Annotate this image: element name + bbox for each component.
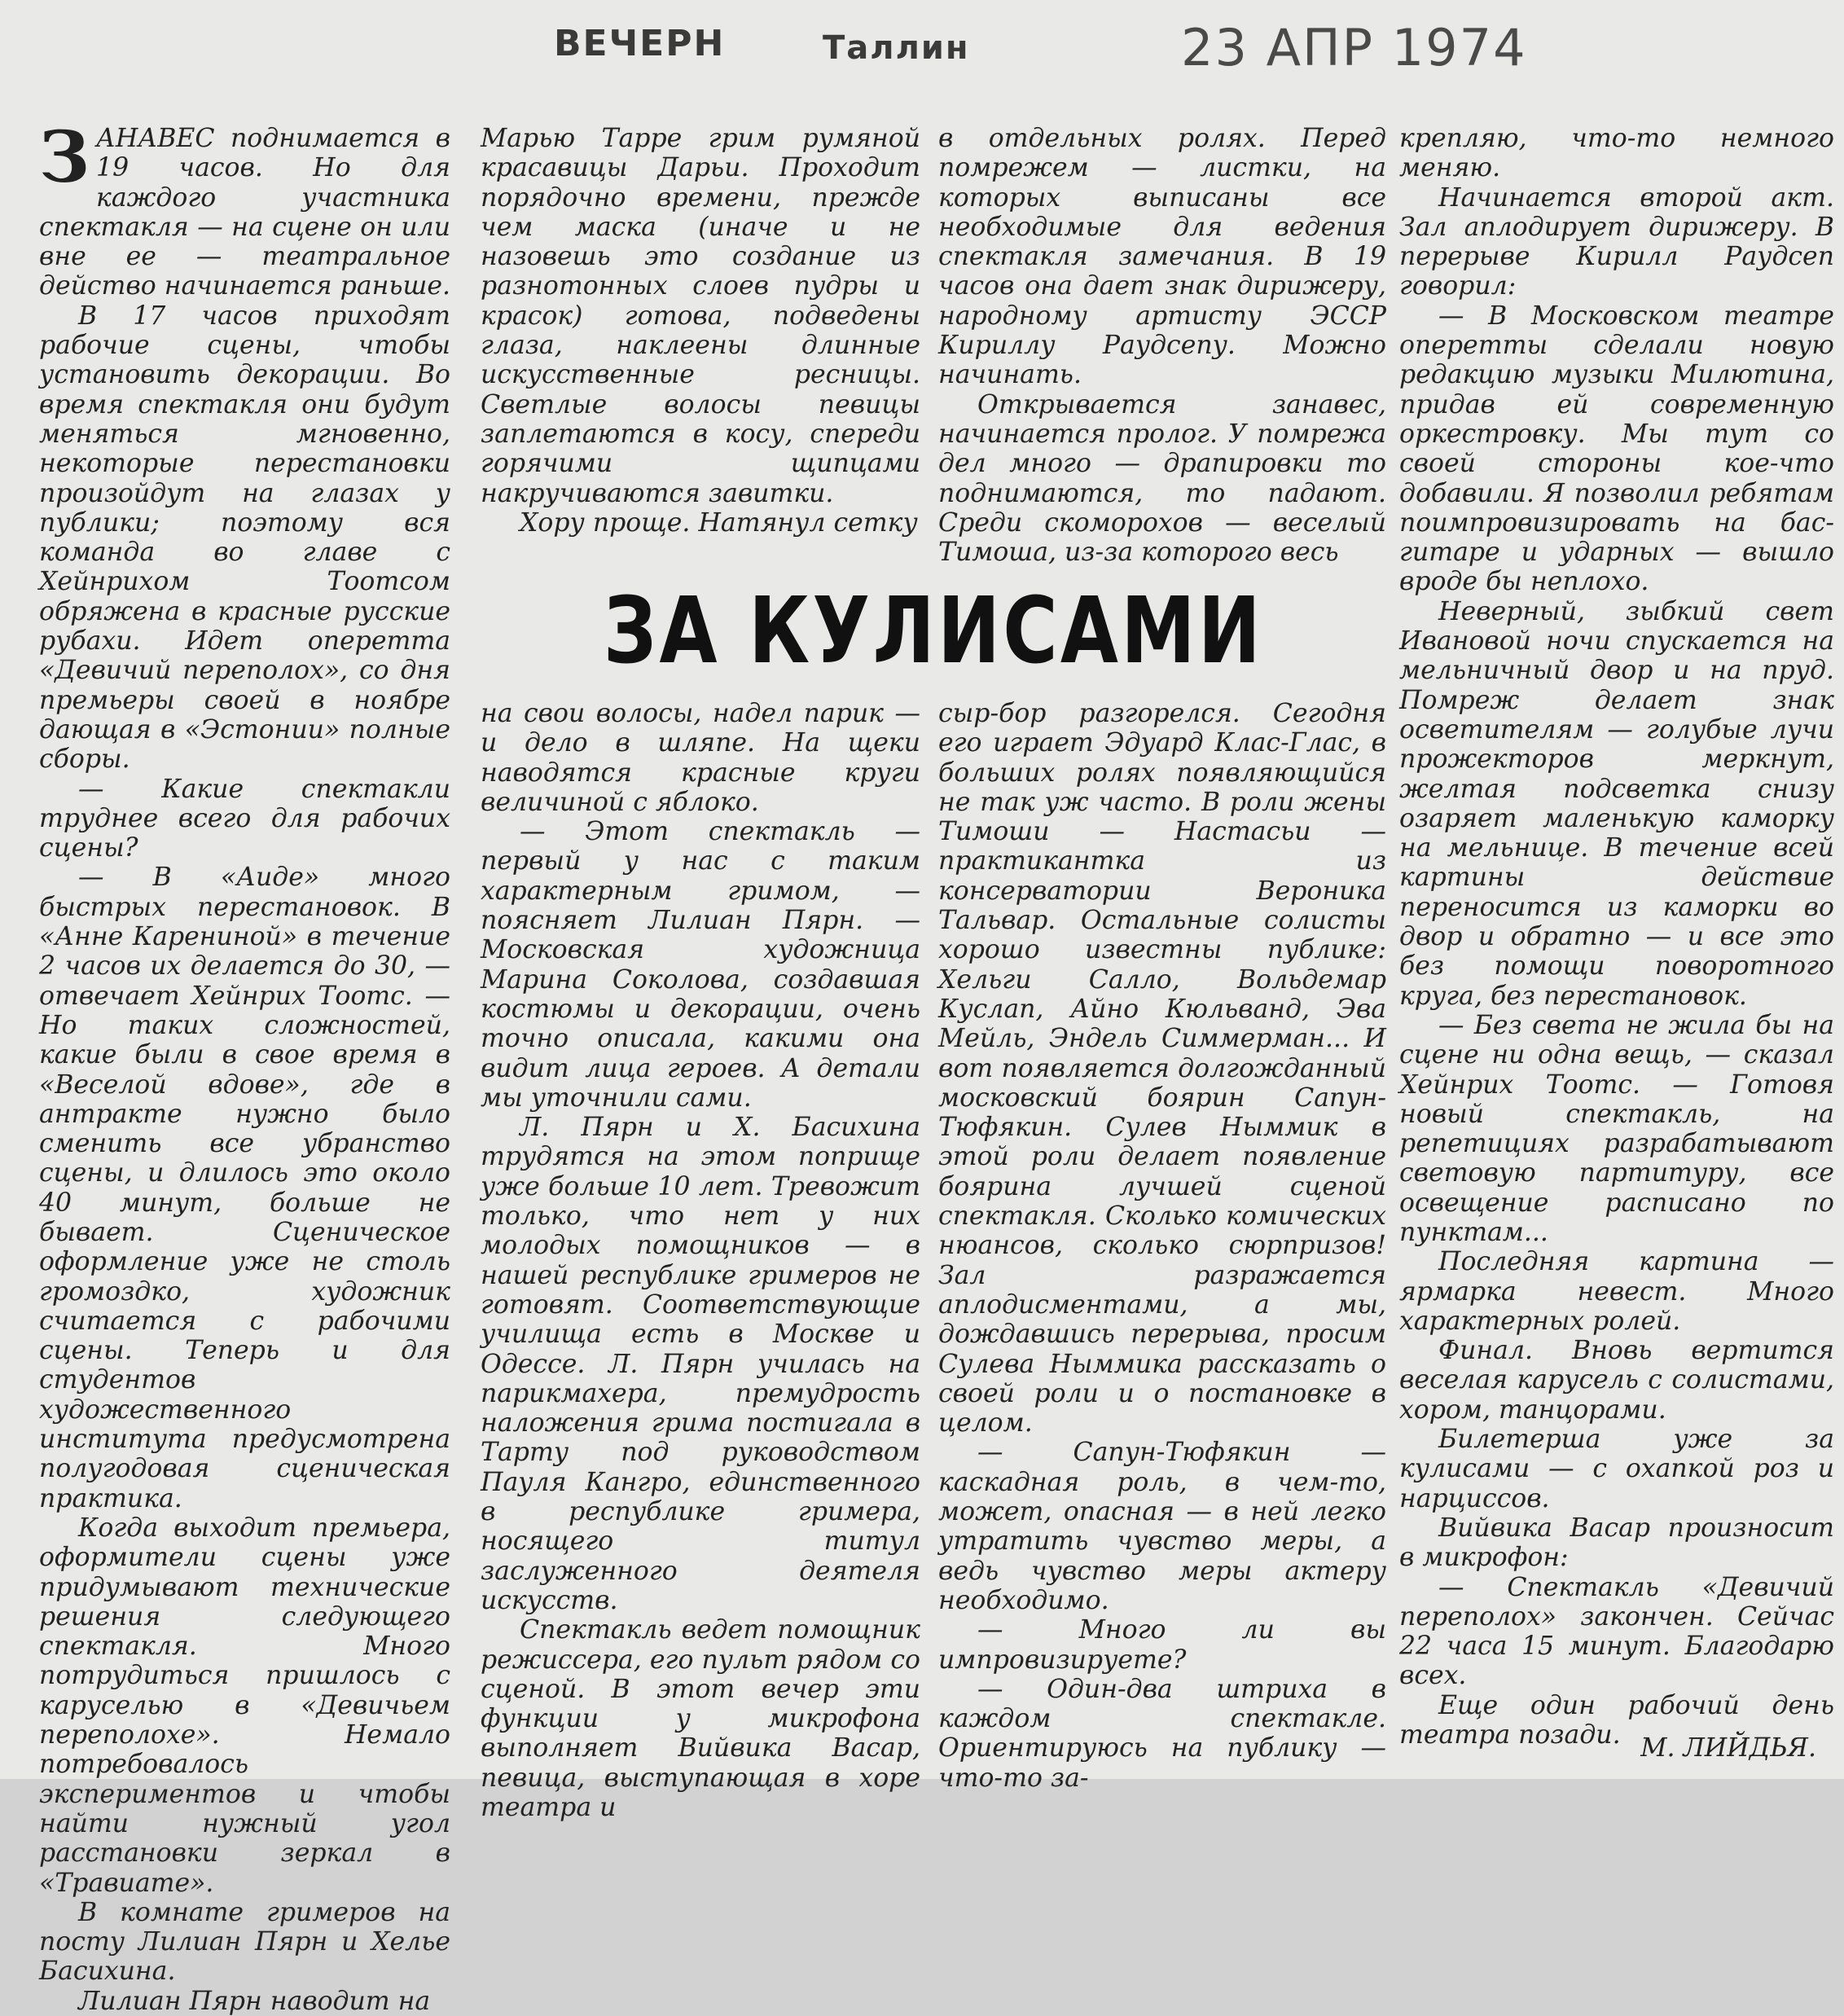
article-paragraph: — Этот спектакль — первый у нас с таким характерным гримом, — поясняет Лилиан Пярн. — Московская художница Марина Соколова, создавшая костюмы и декорации, очень точно описала, какими она видит лица героев. А детали мы уточнили сами. xyxy=(481,817,920,1113)
article-paragraph: Когда выходит премьера, оформители сцены уже придумывают технические решения следующего спектакля. Много потрудиться пришлось с каруселью в «Девичьем переполохе». Немало потребовалось экспериментов и чтобы найти нужный угол расстановки зеркал в «Травиате». xyxy=(39,1513,450,1898)
article-paragraph: сыр-бор разгорелся. Сегодня его играет Эдуард Клас-Глас, в больших ролях появляющийся не так уж часто. В роли жены Тимоши — Настасьи — практикантка из консерватории Вероника Тальвар. Остальные солисты хорошо известны публике: Хельги Салло, Вольдемар Куслап, Айно Кюльванд, Эва Мейль, Эндель Симмерман... И вот появляется долгожданный московский боярин Сапун-Тюфякин. Сулев Ныммик в этой роли делает появление боярина лучшей сценой спектакля. Сколько комических нюансов, сколько сюрпризов! Зал разражается аплодисментами, а мы, дождавшись перерыва, просим Сулева Ныммика рассказать о своей роли и о постановке в целом. xyxy=(938,699,1386,1438)
article-paragraph: Л. Пярн и Х. Басихина трудятся на этом поприще уже больше 10 лет. Тревожит только, что нет у них молодых помощников — в нашей республике гримеров не готовят. Соответствующие училища есть в Москве и Одессе. Л. Пярн училась на парикмахера, премудрость наложения грима постигала в Тарту под руководством Пауля Кангро, единственного в республике гримера, носящего титул заслуженного деятеля искусств. xyxy=(481,1113,920,1615)
article-paragraph: Билетерша уже за кулисами — с охапкой роз и нарциссов. xyxy=(1399,1425,1834,1513)
article-paragraph xyxy=(39,116,451,301)
author-signature: М. ЛИЙДЬЯ. xyxy=(1640,1733,1816,1763)
article-column-3-top xyxy=(938,124,1386,568)
article-headline: ЗА КУЛИСАМИ xyxy=(603,578,1264,684)
article-paragraph: Марью Тарре грим румяной красавицы Дарьи. Проходит порядочно времени, прежде чем маска (иначе и не назовешь это создание из разнотонных слоев пудры и красок) готова, подведены глаза, наклеены длинные искусственные ресницы. Светлые волосы певицы заплетаются в косу, спереди горячими щипцами накручиваются завитки. xyxy=(481,124,920,508)
article-column-2-bottom xyxy=(481,699,920,1822)
article-column-4 xyxy=(1399,124,1834,1769)
date-stamp: 23 АПР 1974 xyxy=(1181,18,1527,77)
clipping-header xyxy=(0,0,1844,98)
article-paragraph: — Много ли вы импровизируете? xyxy=(938,1615,1386,1675)
article-paragraph: — Какие спектакли труднее всего для рабочих сцены? xyxy=(39,774,450,863)
article-paragraph: Последняя картина — ярмарка невест. Много характерных ролей. xyxy=(1399,1247,1834,1336)
article-paragraph: Еще один рабочий день театра позади. xyxy=(1399,1690,1834,1750)
article-paragraph: Спектакль ведет помощник режиссера, его пульт рядом со сценой. В этот вечер эти функции у микрофона выполняет Вийвика Васар, певица, выступающая в хоре театра и xyxy=(481,1615,920,1822)
article-paragraph: В комнате гримеров на посту Лилиан Пярн и Хелье Басихина. xyxy=(39,1897,450,1987)
article-paragraph: — Один-два штриха в каждом спектакле. Ориентируюсь на публику — что-то за- xyxy=(938,1674,1386,1793)
article-paragraph: Начинается второй акт. Зал аплодирует дирижеру. В перерыве Кирилл Раудсеп говорил: xyxy=(1399,182,1834,301)
city-stamp: Таллин xyxy=(823,29,970,67)
article-paragraph: — В Московском театре оперетты сделали новую редакцию музыки Милютина, придав ей современную оркестровку. Мы тут со своей стороны кое-что добавили. Я позволил ребятам поимпровизировать на бас-гитаре и ударных — вышло вроде бы неплохо. xyxy=(1399,301,1834,597)
drop-cap: З xyxy=(39,116,90,199)
article-paragraph: — В «Аиде» много быстрых перестановок. В «Анне Карениной» в течение 2 часов их делается до 30, — отвечает Хейнрих Тоотс. — Но таких сложностей, какие были в свое время в «Веселой вдове», где в антракте нужно было сменить все убранство сцены, и длилось это около 40 минут, больше не бывает. Сценическое оформление уже не столь громоздко, художник считается с рабочими сцены. Теперь и для студентов художественного института предусмотрена полугодовая сценическая практика. xyxy=(39,863,450,1513)
article-paragraph: — Без света не жила бы на сцене ни одна вещь, — сказал Хейнрих Тоотс. — Готовя новый спектакль, на репетициях разрабатывают световую партитуру, все освещение расписано по пунктам... xyxy=(1399,1010,1834,1247)
article-paragraph: В 17 часов приходят рабочие сцены, чтобы установить декорации. Во время спектакля они будут меняться мгновенно, некоторые перестановки произойдут на глазах у публики; поэтому вся команда во главе с Хейнрихом Тоотсом обряжена в красные русские рубахи. Идет оперетта «Девичий переполох», со дня премьеры своей в ноябре дающая в «Эстонии» полные сборы. xyxy=(39,301,450,775)
article-paragraph: — Спектакль «Девичий переполох» закончен. Сейчас 22 часа 15 минут. Благодарю всех. xyxy=(1399,1572,1834,1691)
article-column-2-top xyxy=(481,124,920,538)
article-paragraph: Лилиан Пярн наводит на xyxy=(78,1986,431,2016)
article-paragraph: Хору проще. Натянул сетку xyxy=(520,507,918,538)
article-paragraph: в отдельных ролях. Перед помрежем — листки, на которых выписаны все необходимые для ведения спектакля замечания. В 19 часов она дает знак дирижеру, народному артисту ЭССР Кириллу Раудсепу. Можно начинать. xyxy=(938,124,1386,390)
article-paragraph: Неверный, зыбкий свет Ивановой ночи спускается на мельничный двор и на пруд. Помреж делает знак осветителям — голубые лучи прожекторов меркнут, желтая подсветка снизу озаряет маленькую каморку на мельнице. В течение всей картины действие переносится из каморки во двор и обратно — и все это без помощи поворотного круга, без перестановок. xyxy=(1399,596,1834,1011)
paragraph-text: АНАВЕС поднимается в 19 часов. Но для каждого участника спектакля — на сцене он или вне ее — театральное действо начинается раньше. xyxy=(39,124,451,301)
article-column-1 xyxy=(39,116,451,2016)
article-paragraph: Финал. Вновь вертится веселая карусель с солистами, хором, танцорами. xyxy=(1399,1336,1834,1425)
newspaper-name-stamp: ВЕЧЕРН xyxy=(554,23,726,64)
article-paragraph: Вийвика Васар произносит в микрофон: xyxy=(1399,1513,1834,1573)
article-paragraph: на свои волосы, надел парик — и дело в шляпе. На щеки наводятся красные круги величиной с яблоко. xyxy=(481,699,920,817)
article-paragraph: Открывается занавес, начинается пролог. У помрежа дел много — драпировки то поднимаются, то падают. Среди скоморохов — веселый Тимоша, из-за которого весь xyxy=(938,389,1386,568)
article-paragraph: — Сапун-Тюфякин — каскадная роль, в чем-то, может, опасная — в ней легко утратить чувство меры, а ведь чувство меры актеру необходимо. xyxy=(938,1438,1386,1615)
article-column-3-bottom xyxy=(938,699,1386,1793)
article-paragraph: крепляю, что-то немного меняю. xyxy=(1399,124,1834,183)
